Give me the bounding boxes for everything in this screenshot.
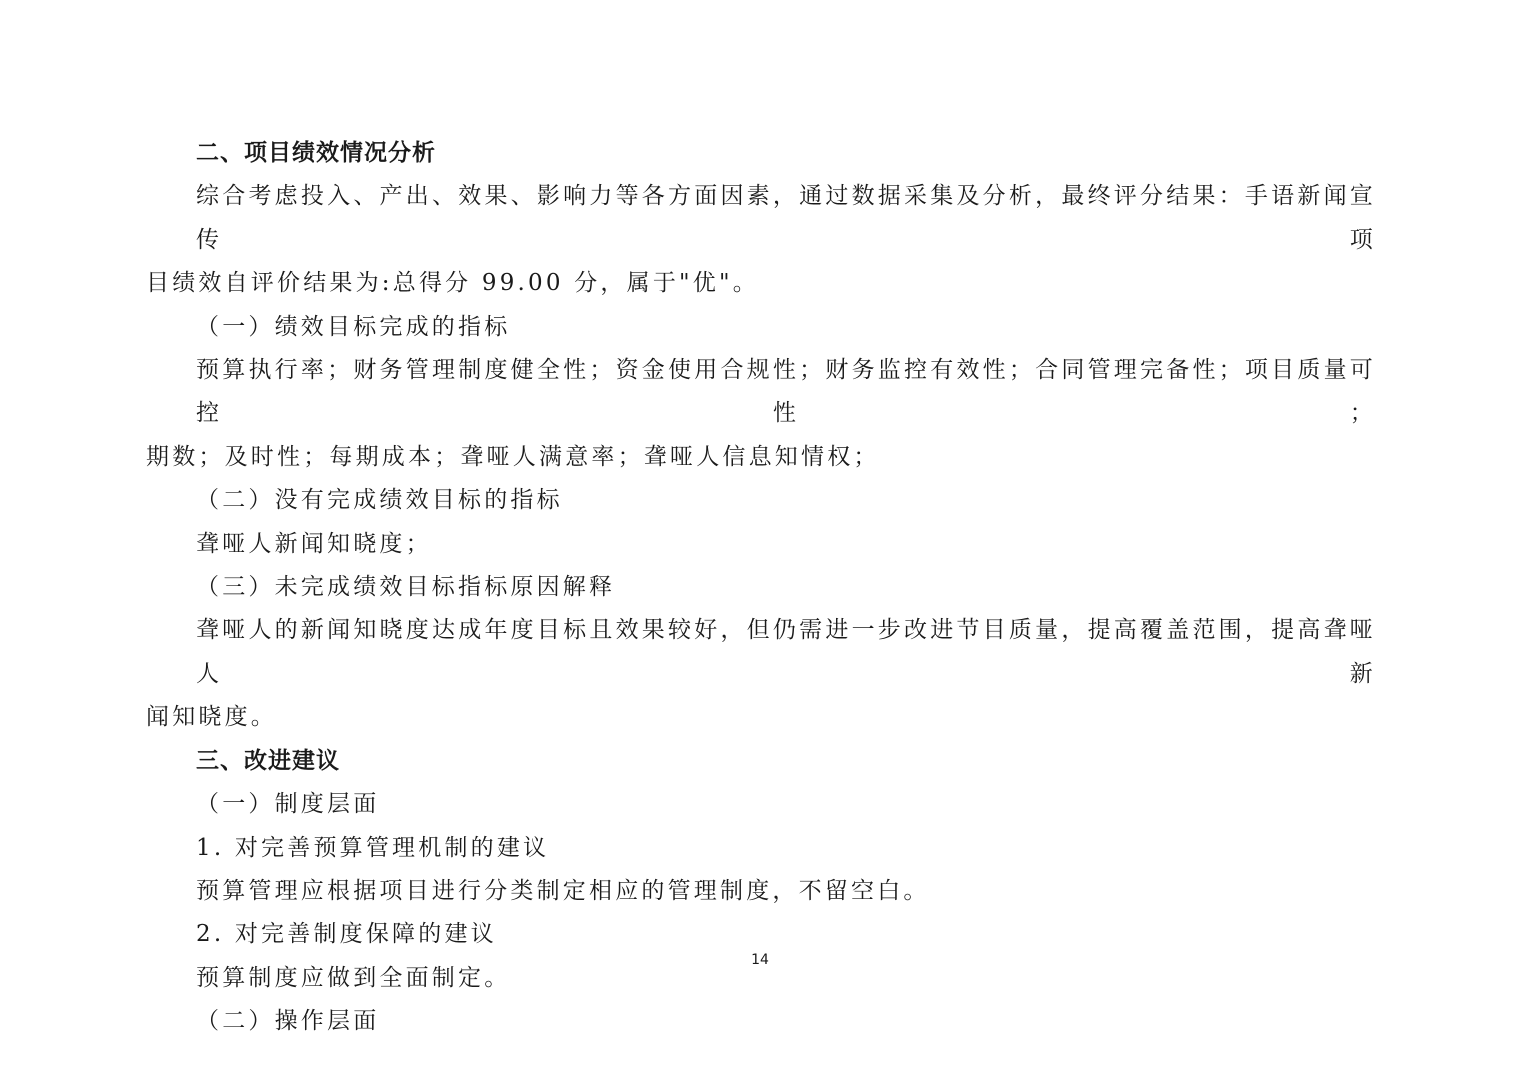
subheading-operation-level: （二）操作层面	[196, 1008, 380, 1035]
section-heading-improvement-suggestions: 三、改进建议	[196, 747, 340, 774]
subheading-uncompleted-indicators: （二）没有完成绩效目标的指标	[196, 487, 563, 514]
paragraph-completed-indicators-line-2: 期数；及时性；每期成本；聋哑人满意率；聋哑人信息知情权；	[146, 443, 880, 470]
document-body	[146, 132, 1376, 1044]
page-number: 14	[751, 952, 769, 968]
item-title-budget-mechanism: 1. 对完善预算管理机制的建议	[196, 834, 550, 861]
paragraph-reason-line-2: 闻知晓度。	[146, 704, 277, 731]
paragraph-system-guarantee: 预算制度应做到全面制定。	[196, 964, 511, 991]
section-heading-performance-analysis: 二、项目绩效情况分析	[196, 140, 436, 166]
subheading-system-level: （一）制度层面	[196, 791, 380, 818]
subheading-completed-indicators: （一）绩效目标完成的指标	[196, 313, 511, 340]
subheading-reason-explanation: （三）未完成绩效目标指标原因解释	[196, 574, 616, 601]
paragraph-reason-line-1: 聋哑人的新闻知晓度达成年度目标且效果较好，但仍需进一步改进节目质量，提高覆盖范围，提高聋哑人新	[196, 617, 1376, 687]
paragraph-summary-line-2: 目绩效自评价结果为:总得分 99.00 分，属于"优"。	[146, 270, 759, 297]
paragraph-summary-line-1: 综合考虑投入、产出、效果、影响力等各方面因素，通过数据采集及分析，最终评分结果：手语新闻宣传项	[196, 183, 1376, 253]
paragraph-budget-mechanism: 预算管理应根据项目进行分类制定相应的管理制度，不留空白。	[196, 877, 930, 904]
paragraph-completed-indicators-line-1: 预算执行率；财务管理制度健全性；资金使用合规性；财务监控有效性；合同管理完备性；项目质量可控性；	[196, 357, 1376, 427]
paragraph-uncompleted-indicators: 聋哑人新闻知晓度；	[196, 530, 432, 557]
item-title-system-guarantee: 2. 对完善制度保障的建议	[196, 921, 497, 948]
